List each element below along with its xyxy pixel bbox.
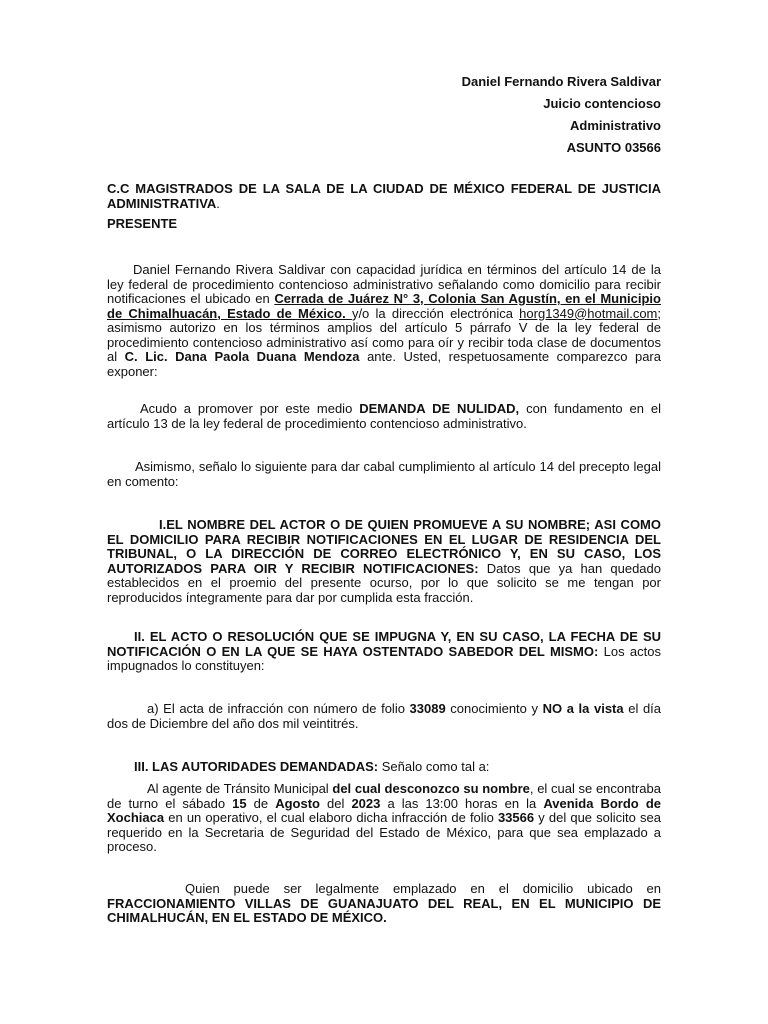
intro-text-3: asimismo autorizo en los términos amplios del artículo 5 párrafo V de la ley federal de procedimiento contencioso administrativo así como para oír y recibir toda clase de documentos al — [107, 320, 661, 364]
section-3-paragraph — [107, 760, 661, 775]
header-name: Daniel Fernando Rivera Saldivar — [461, 74, 661, 89]
intro-text-1: Daniel Fernando Rivera Saldivar con capacidad jurídica en términos del artículo 14 de la ley federal de procedimiento contencioso administrativo señalando como domicilio para recibir notificaciones el ubicado en — [107, 262, 661, 306]
intro-text-2: y/o la dirección electrónica — [351, 305, 520, 321]
intro-text-4: ante. Usted, respetuosamente comparezco para exponer: — [107, 349, 661, 379]
emplazado-text: Quien puede ser legalmente emplazado en el domicilio ubicado en — [185, 881, 661, 896]
intro-email: horg1349@hotmail.com; — [519, 305, 661, 321]
agent-paragraph — [107, 782, 661, 855]
section-1-heading: I.EL NOMBRE DEL ACTOR O DE QUIEN PROMUEVE A SU NOMBRE; ASI COMO EL DOMICILIO PARA RECIBIR NOTIFICACIONES EN EL LUGAR DE RESIDENCIA DEL TRIBUNAL, O LA DIRECCIÓN DE CORREO ELECTRÓNICO Y, EN SU CASO, LOS AUTORIZADOS PARA OIR Y RECIBIR NOTIFICACIONES: — [107, 517, 661, 576]
header-asunto: ASUNTO 03566 — [566, 140, 661, 155]
section-2-text: Los actos impugnados lo constituyen: — [107, 643, 661, 673]
demanda-text-2: con fundamento en el artículo 13 de la ley federal de procedimiento contencioso administrativo. — [107, 401, 662, 431]
item-a-text-2: conocimiento y — [445, 701, 543, 716]
agent-text-3: de — [246, 795, 276, 811]
demanda-paragraph — [107, 402, 661, 431]
agent-bold-2: 15 — [232, 795, 247, 811]
agent-bold-3: Agosto — [275, 795, 320, 811]
emplazado-paragraph — [107, 882, 661, 926]
agent-bold-5: Avenida Bordo de Xochiaca — [107, 795, 661, 825]
item-a-folio: 33089 — [409, 701, 446, 716]
document-header — [462, 71, 661, 159]
agent-text-6: en un operativo, el cual elaboro dicha infracción de folio — [164, 810, 498, 825]
emplazado-bold: FRACCIONAMIENTO VILLAS DE GUANAJUATO DEL REAL, EN EL MUNICIPIO DE CHIMALHUCÁN, EN EL ESTADO DE MÉXICO. — [107, 895, 661, 925]
header-case-type-cont: Administrativo — [569, 118, 661, 133]
agent-bold-1: del cual desconozco su nombre — [332, 781, 530, 796]
demanda-text-1: Acudo a promover por este medio — [140, 401, 360, 416]
demanda-bold: DEMANDA DE NULIDAD, — [359, 401, 520, 416]
intro-paragraph — [107, 263, 661, 379]
item-a-paragraph — [107, 702, 661, 731]
section-2-paragraph — [107, 630, 661, 674]
section-2-heading: II. EL ACTO O RESOLUCIÓN QUE SE IMPUGNA Y, EN SU CASO, LA FECHA DE SU NOTIFICACIÓN O EN LA QUE SE HAYA OSTENTADO SABEDOR DEL MISMO: — [107, 629, 661, 659]
addressee-period: . — [216, 196, 220, 211]
agent-text-4: del — [319, 795, 352, 811]
item-a-bold: NO a la vista — [542, 701, 624, 716]
item-a-text-1: a) El acta de infracción con número de folio — [147, 701, 410, 716]
agent-bold-6: 33566 — [497, 810, 535, 825]
section-3-heading: III. LAS AUTORIDADES DEMANDADAS: — [134, 759, 379, 774]
agent-text-5: a las 13:00 horas en la — [380, 795, 544, 811]
agent-bold-4: 2023 — [351, 795, 381, 811]
item-a-text-3: el día dos de Diciembre del año dos mil veintitrés. — [107, 701, 662, 731]
presente-label: PRESENTE — [107, 216, 178, 231]
section-1-text: Datos que ya han quedado establecidos en el proemio del presente ocurso, por lo que solicito se me tengan por reproducidos íntegramente para dar por cumplida esta fracción. — [107, 560, 661, 605]
agent-text-7: y del que solicito sea requerido en la Secretaria de Seguridad del Estado de México, para que sea emplazado a proceso. — [107, 810, 661, 854]
agent-text-1: Al agente de Tránsito Municipal — [147, 781, 333, 796]
agent-text-2: , el cual se encontraba de turno el sábado — [107, 781, 661, 811]
header-case-type: Juicio contencioso — [543, 96, 661, 111]
section-3-text: Señalo como tal a: — [378, 759, 490, 774]
intro-authorized: C. Lic. Dana Paola Duana Mendoza — [124, 349, 360, 364]
addressee-text: C.C MAGISTRADOS DE LA SALA DE LA CIUDAD DE MÉXICO FEDERAL DE JUSTICIA ADMINISTRATIVA — [107, 181, 661, 211]
intro-address: Cerrada de Juárez N° 3, Colonia San Agustín, en el Municipio de Chimalhuacán, Estado de México. — [107, 291, 661, 321]
asimismo-paragraph: Asimismo, señalo lo siguiente para dar cabal cumplimiento al artículo 14 del precepto legal en comento: — [107, 459, 661, 489]
addressee — [107, 181, 661, 211]
section-1-paragraph — [107, 518, 661, 605]
